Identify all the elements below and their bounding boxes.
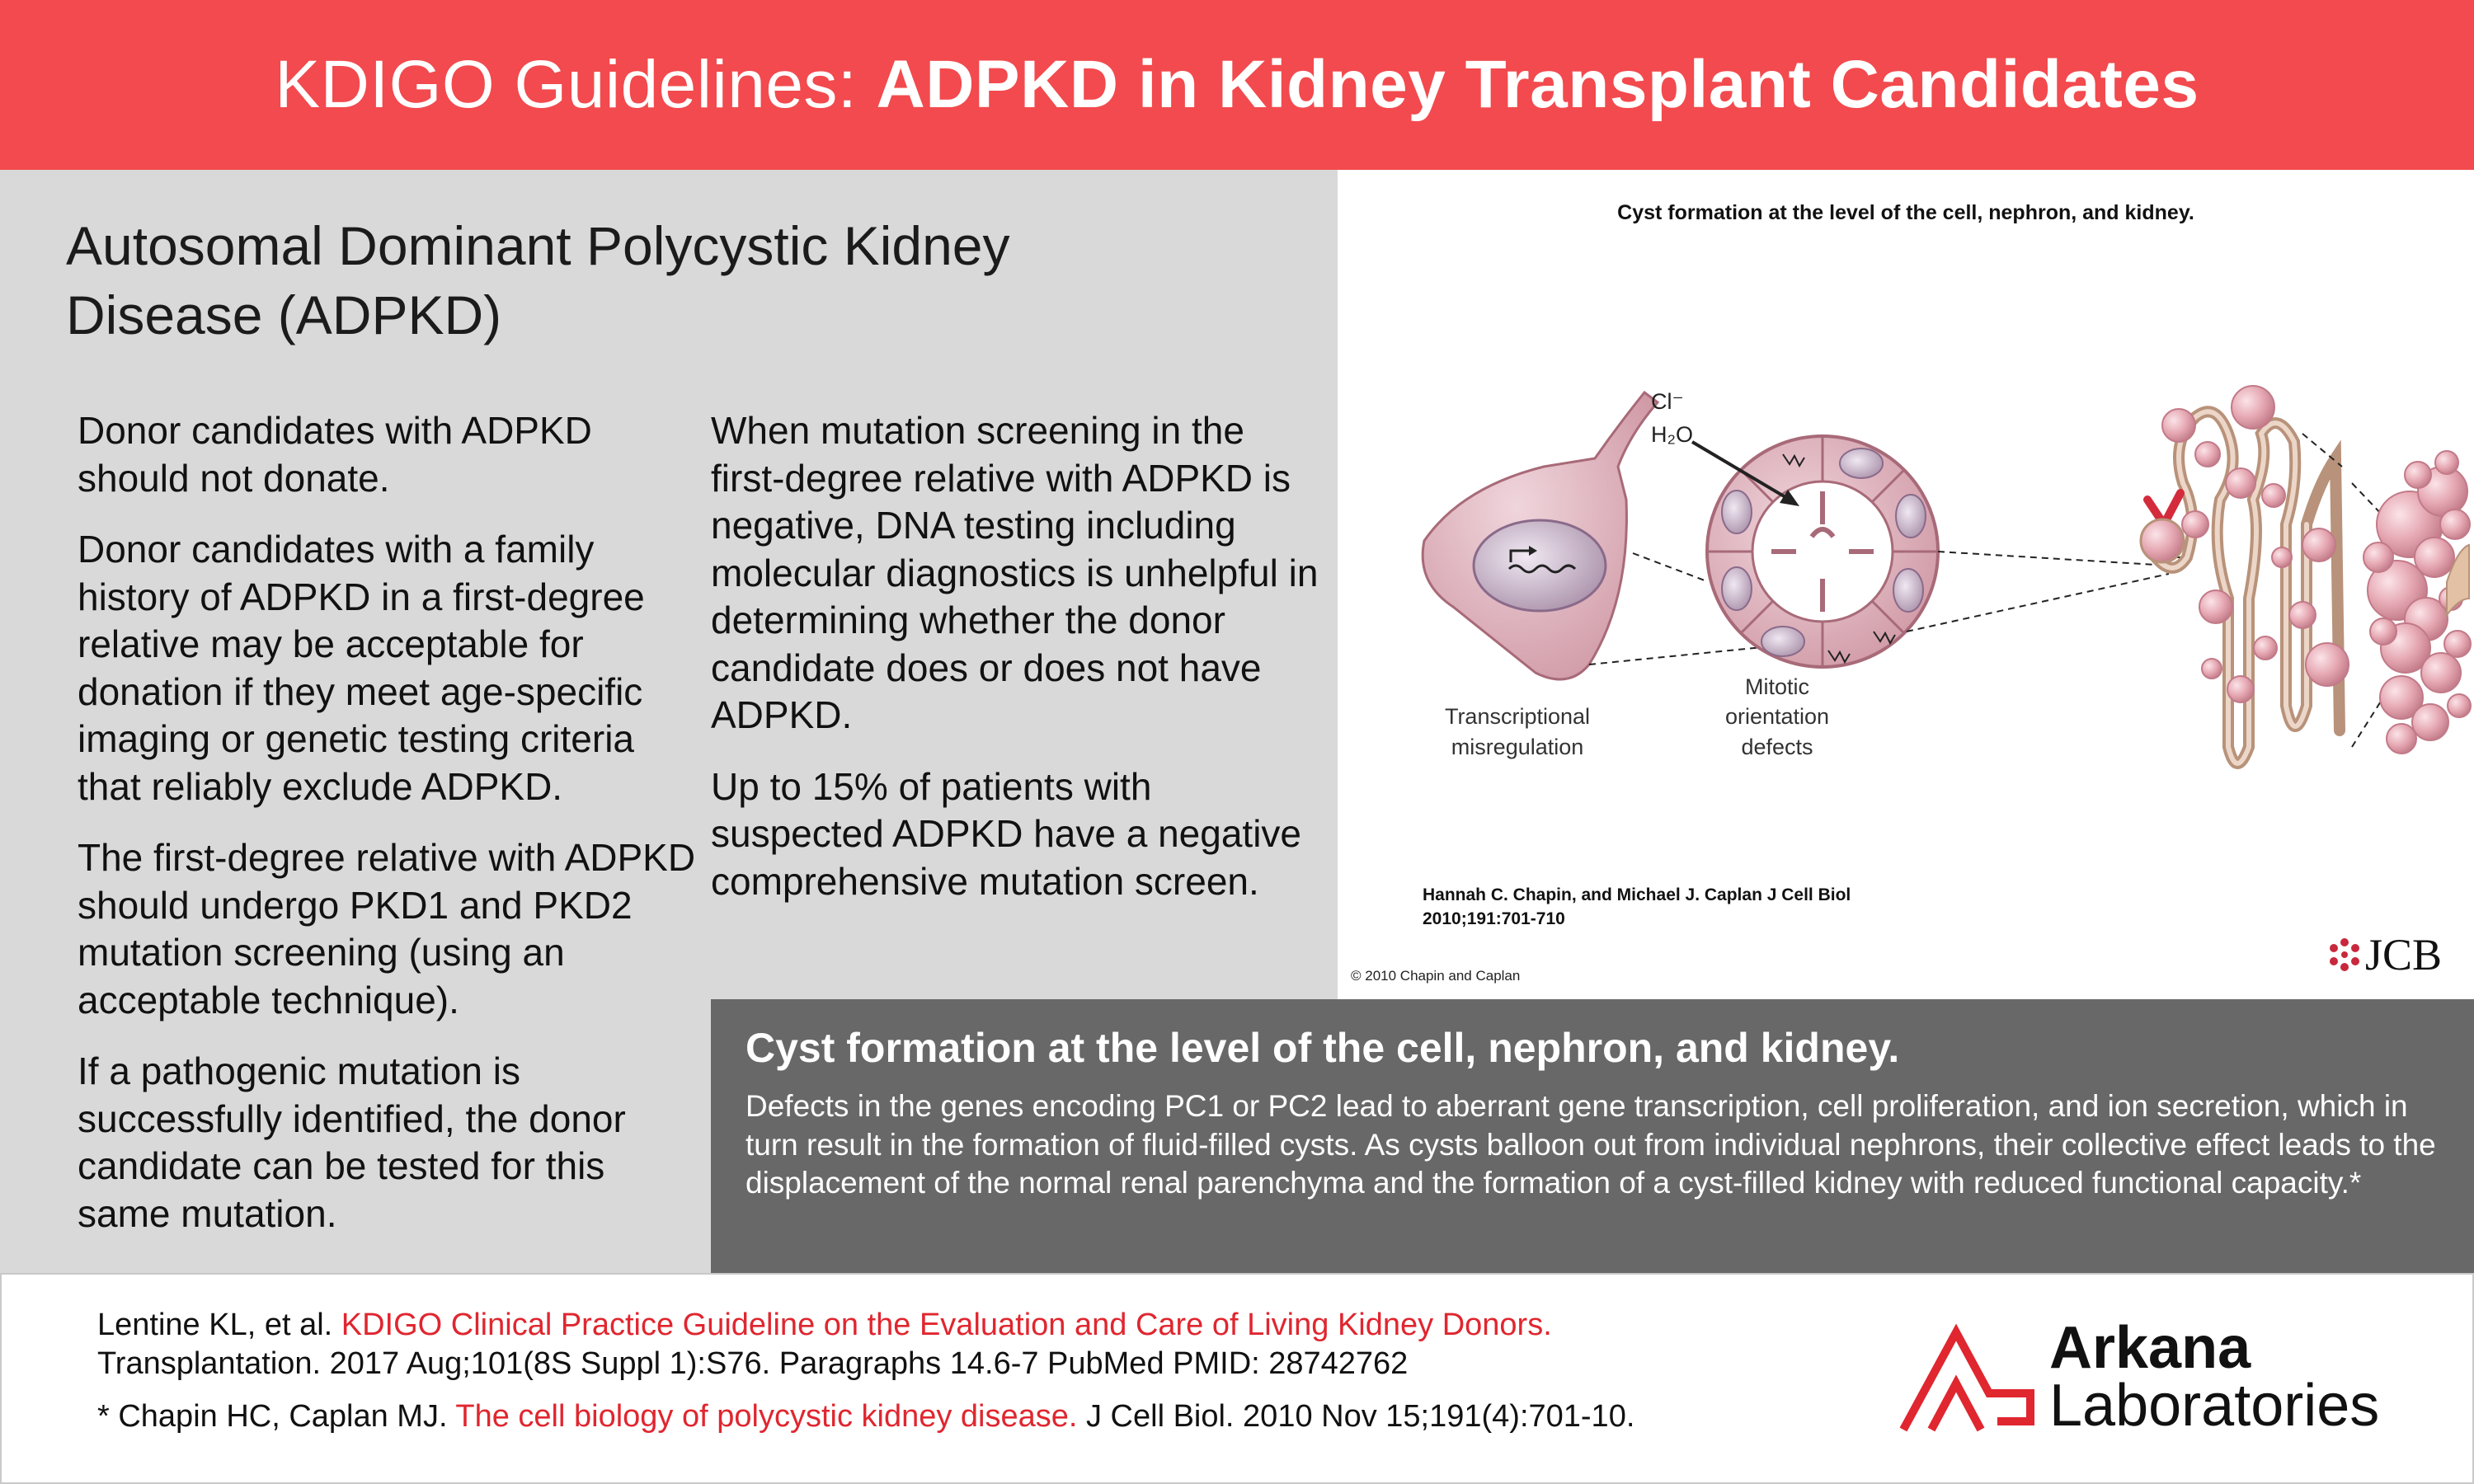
page-title xyxy=(275,46,2199,124)
caption-box xyxy=(711,999,2474,1273)
page-title-bold: ADPKD in Kidney Transplant Candidates xyxy=(876,47,2199,122)
water-label: H₂O xyxy=(1651,422,1693,447)
paragraph: Up to 15% of patients with suspected ADPKD have a negative comprehensive mutation screen. xyxy=(711,764,1302,903)
text-column-2 xyxy=(711,407,1321,929)
arkana-logo xyxy=(1897,1314,2408,1446)
figure-title: Cyst formation at the level of the cell, nephron, and kidney. xyxy=(1617,201,2194,224)
section-title: Autosomal Dominant Polycystic Kidney Disease (ADPKD) xyxy=(66,215,1010,345)
reference-2-details: J Cell Biol. 2010 Nov 15;191(4):701-10. xyxy=(1077,1399,1635,1434)
header-banner xyxy=(0,0,2474,170)
reference-2 xyxy=(97,1399,1634,1435)
figure-copyright: © 2010 Chapin and Caplan xyxy=(1351,968,1521,984)
jcb-flower-icon xyxy=(2327,937,2362,972)
text-column-1 xyxy=(78,407,704,1261)
mitotic-label-line2: orientation xyxy=(1724,704,1830,729)
mitotic-label-line1: Mitotic xyxy=(1744,674,1810,699)
reference-1 xyxy=(97,1308,1552,1343)
figure-panel xyxy=(1338,170,2474,999)
paragraph: Donor candidates with ADPKD should not donate. xyxy=(78,409,592,500)
jcb-logo-text: JCB xyxy=(2365,930,2443,979)
paragraph: The first-degree relative with ADPKD should undergo PKD1 and PKD2 mutation screening (using an acceptable technique). xyxy=(78,836,696,1021)
mitotic-label-line3: defects xyxy=(1741,735,1813,759)
ion-label: Cl⁻ xyxy=(1651,389,1684,414)
caption-title: Cyst formation at the level of the cell, nephron, and kidney. xyxy=(745,1025,1900,1071)
paragraph: Donor candidates with a family history of ADPKD in a first-degree relative may be acceptable for donation if they meet age-specific imaging or genetic testing criteria that reliably exclude ADPKD. xyxy=(78,528,645,808)
references-footer xyxy=(0,1273,2474,1484)
transcriptional-label-line1: Transcriptional xyxy=(1444,704,1591,729)
reference-1-link[interactable]: KDIGO Clinical Practice Guideline on the Evaluation and Care of Living Kidney Donors. xyxy=(341,1308,1552,1342)
arkana-logo-line1: Arkana xyxy=(2049,1315,2251,1381)
arkana-logo-line2: Laboratories xyxy=(2049,1373,2380,1439)
epithelial-cell xyxy=(1423,392,1658,679)
transcriptional-label-line2: misregulation xyxy=(1451,735,1584,759)
cyst-formation-illustration xyxy=(1338,170,2474,999)
figure-credit-authors: Hannah C. Chapin, and Michael J. Caplan J Cell Biol xyxy=(1423,885,1851,904)
paragraph: When mutation screening in the first-degree relative with ADPKD is negative, DNA testing including molecular diagnostics is unhelpful in determining whether the donor candidate does or does not have ADPKD. xyxy=(711,409,1319,736)
paragraph: If a pathogenic mutation is successfully identified, the donor candidate can be tested for this same mutation. xyxy=(78,1050,626,1235)
reference-1-author: Lentine KL, et al. xyxy=(97,1308,341,1342)
reference-2-author: * Chapin HC, Caplan MJ. xyxy=(97,1399,456,1434)
reference-2-link[interactable]: The cell biology of polycystic kidney disease. xyxy=(455,1399,1078,1434)
arkana-logo-icon xyxy=(1897,1322,2037,1438)
jcb-logo xyxy=(2327,930,2459,979)
page-title-prefix: KDIGO Guidelines: xyxy=(275,47,877,122)
figure-credit-citation: 2010;191:701-710 xyxy=(1423,909,1565,928)
reference-1-details: Transplantation. 2017 Aug;101(8S Suppl 1):S76. Paragraphs 14.6-7 PubMed PMID: 28742762 xyxy=(97,1346,1409,1381)
caption-body: Defects in the genes encoding PC1 or PC2 lead to aberrant gene transcription, cell proliferation, and ion secretion, which in turn result in the formation of fluid-filled cysts. As cysts balloon out from individual nephrons, their collective effect leads to the displacement of the normal renal parenchyma and the formation of a cyst-filled kidney with reduced functional capacity.* xyxy=(745,1089,2436,1200)
